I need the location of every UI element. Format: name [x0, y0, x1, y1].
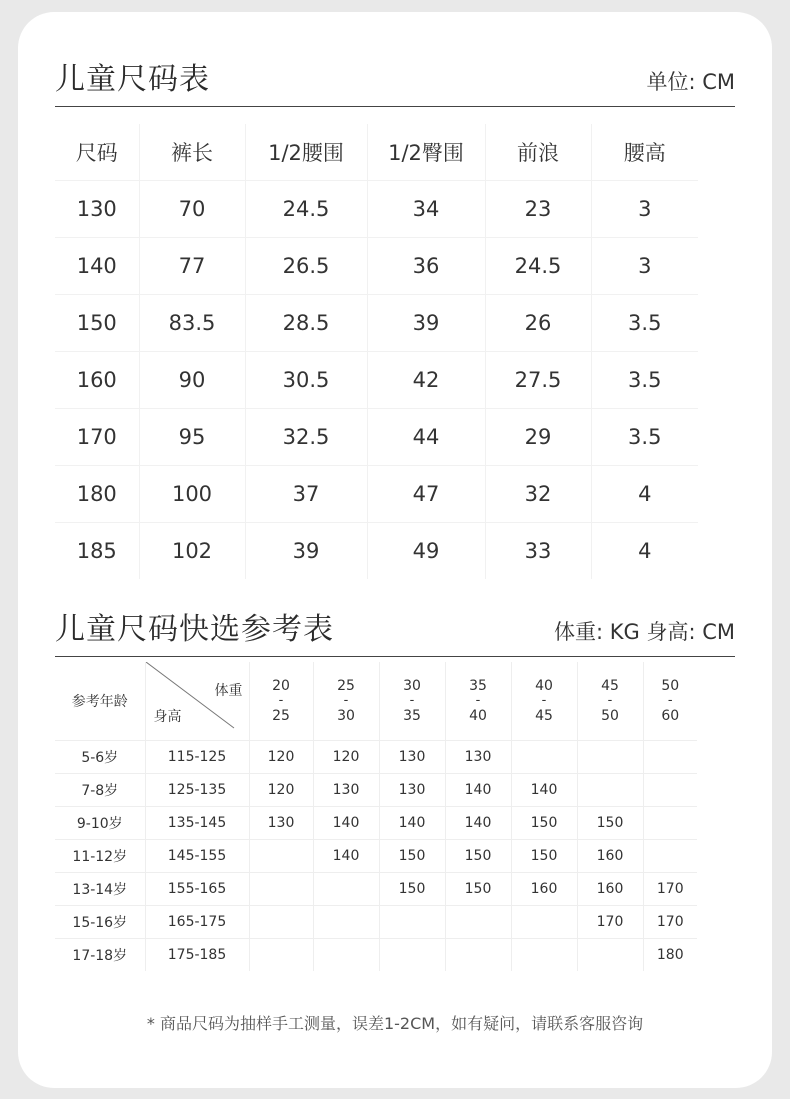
size-cell: 33: [485, 523, 591, 580]
size-cell: 26: [485, 295, 591, 352]
size-row: [55, 409, 698, 466]
size-suggestion-cell: 120: [249, 774, 313, 807]
size-cell: 130: [55, 181, 139, 238]
size-cell: 100: [139, 466, 245, 523]
size-suggestion-cell: [379, 906, 445, 939]
size-suggestion-cell: [379, 939, 445, 972]
weight-dash: -: [667, 693, 673, 708]
weight-to: 25: [272, 708, 290, 724]
size-suggestion-cell: [249, 939, 313, 972]
weight-range-header: [313, 662, 379, 741]
weight-to: 40: [469, 708, 487, 724]
size-cell: 24.5: [245, 181, 367, 238]
size-row: [55, 466, 698, 523]
size-row: [55, 238, 698, 295]
quick-row: [55, 906, 697, 939]
size-suggestion-cell: [313, 873, 379, 906]
weight-from: 25: [337, 678, 355, 694]
size-cell: 42: [367, 352, 485, 409]
size-cell: 24.5: [485, 238, 591, 295]
height-label: 身高: [153, 709, 182, 725]
size-cell: 83.5: [139, 295, 245, 352]
quick-row: [55, 774, 697, 807]
size-cell: 3.5: [591, 352, 698, 409]
weight-height-header: [145, 662, 249, 741]
size-row: [55, 181, 698, 238]
size-chart-title: 儿童尺码表: [55, 62, 210, 97]
size-cell: 185: [76, 539, 117, 563]
weight-dash: -: [343, 693, 349, 708]
size-suggestion-cell: [577, 774, 643, 807]
size-suggestion-cell: 120: [249, 741, 313, 774]
weight-dash: -: [607, 693, 613, 708]
weight-range-header: [643, 662, 697, 741]
height-cell: 155-165: [145, 873, 249, 906]
quick-row: [55, 840, 697, 873]
size-cell: 44: [367, 409, 485, 466]
size-suggestion-cell: 160: [511, 873, 577, 906]
size-cell: 102: [139, 523, 245, 580]
size-suggestion-cell: [511, 741, 577, 774]
size-header-cell: 1/2腰围: [245, 124, 367, 181]
size-suggestion-cell: [249, 873, 313, 906]
size-suggestion-cell: 150: [577, 807, 643, 840]
size-suggestion-cell: 150: [445, 873, 511, 906]
size-suggestion-cell: 130: [313, 774, 379, 807]
size-cell: 180: [55, 466, 139, 523]
size-suggestion-cell: [313, 906, 379, 939]
size-cell: 3: [591, 181, 698, 238]
weight-to: 60: [661, 708, 680, 724]
weight-range-header: [511, 662, 577, 741]
size-cell: 90: [139, 352, 245, 409]
size-cell: 160: [55, 352, 139, 409]
size-suggestion-cell: [643, 840, 697, 873]
size-cell: 23: [485, 181, 591, 238]
height-cell: 135-145: [145, 807, 249, 840]
quick-chart-table: [55, 662, 697, 971]
size-suggestion-cell: 150: [379, 840, 445, 873]
size-cell: 77: [139, 238, 245, 295]
size-cell: 170: [55, 409, 139, 466]
size-suggestion-cell: 170: [643, 906, 697, 939]
size-header-cell: 裤长: [139, 124, 245, 181]
age-cell: 5-6岁: [55, 741, 145, 774]
quick-row: [55, 939, 697, 972]
size-suggestion-cell: 130: [379, 774, 445, 807]
size-suggestion-cell: 140: [445, 774, 511, 807]
height-cell: 115-125: [145, 741, 249, 774]
quick-chart-header: [55, 596, 735, 657]
weight-from: 45: [601, 678, 619, 694]
weight-from: 40: [535, 678, 553, 694]
weight-dash: -: [278, 693, 284, 708]
size-row: [55, 295, 698, 352]
height-cell: 145-155: [145, 840, 249, 873]
size-cell: 32.5: [245, 409, 367, 466]
size-chart-unit: 单位: CM: [646, 70, 735, 94]
size-suggestion-cell: 130: [379, 741, 445, 774]
weight-dash: -: [409, 693, 415, 708]
height-cell: 125-135: [145, 774, 249, 807]
size-suggestion-cell: [643, 807, 697, 840]
size-row: [55, 523, 698, 580]
size-cell: 28.5: [245, 295, 367, 352]
age-cell: 7-8岁: [55, 774, 145, 807]
size-suggestion-cell: 140: [511, 774, 577, 807]
age-cell: 15-16岁: [55, 906, 145, 939]
weight-range-header: [445, 662, 511, 741]
size-suggestion-cell: [249, 840, 313, 873]
age-cell: 17-18岁: [72, 948, 128, 964]
footnote: * 商品尺码为抽样手工测量，误差1-2CM，如有疑问，请联系客服咨询: [146, 1014, 644, 1033]
size-cell: 4: [591, 523, 698, 580]
quick-chart-unit: 体重: KG 身高: CM: [553, 620, 735, 644]
size-chart-table: [55, 124, 698, 579]
size-suggestion-cell: [511, 906, 577, 939]
size-suggestion-cell: 140: [445, 807, 511, 840]
weight-to: 45: [535, 708, 553, 724]
age-header: 参考年龄: [55, 662, 145, 741]
size-header-cell: 尺码: [55, 124, 139, 181]
size-suggestion-cell: [445, 939, 511, 972]
size-cell: 39: [367, 295, 485, 352]
size-cell: 3.5: [591, 409, 698, 466]
size-cell: 26.5: [245, 238, 367, 295]
diagonal-header: [146, 662, 249, 740]
height-cell: 175-185: [145, 939, 249, 972]
size-cell: 34: [367, 181, 485, 238]
size-suggestion-cell: 130: [249, 807, 313, 840]
size-header-row: [55, 124, 698, 181]
size-suggestion-cell: 150: [511, 840, 577, 873]
size-cell: 39: [245, 523, 367, 580]
size-cell: 150: [55, 295, 139, 352]
weight-to: 30: [337, 708, 355, 724]
size-cell: 4: [591, 466, 698, 523]
size-suggestion-cell: [249, 906, 313, 939]
size-header-cell: 前浪: [485, 124, 591, 181]
size-suggestion-cell: 180: [643, 939, 697, 972]
size-suggestion-cell: 160: [577, 873, 643, 906]
quick-row: [55, 873, 697, 906]
size-suggestion-cell: [577, 741, 643, 774]
size-suggestion-cell: 150: [445, 840, 511, 873]
weight-dash: -: [475, 693, 481, 708]
size-cell: 30.5: [245, 352, 367, 409]
size-cell: 70: [139, 181, 245, 238]
size-suggestion-cell: 170: [577, 906, 643, 939]
size-suggestion-cell: 150: [379, 873, 445, 906]
weight-to: 50: [601, 708, 619, 724]
weight-label: 体重: [214, 683, 243, 699]
size-suggestion-cell: [643, 774, 697, 807]
quick-row: [55, 741, 697, 774]
weight-range-header: [577, 662, 643, 741]
size-suggestion-cell: [511, 939, 577, 972]
weight-range-header: [379, 662, 445, 741]
weight-to: 35: [403, 708, 421, 724]
size-cell: 3: [591, 238, 698, 295]
height-cell: 165-175: [145, 906, 249, 939]
weight-from: 35: [469, 678, 487, 694]
weight-from: 30: [403, 678, 421, 694]
diagonal-line: [146, 662, 250, 740]
size-suggestion-cell: 160: [577, 840, 643, 873]
size-cell: 36: [367, 238, 485, 295]
weight-from: 20: [272, 678, 290, 694]
size-cell: 32: [485, 466, 591, 523]
size-header-cell: 腰高: [591, 124, 698, 181]
size-cell: 47: [367, 466, 485, 523]
quick-row: [55, 807, 697, 840]
size-suggestion-cell: [445, 906, 511, 939]
size-suggestion-cell: 140: [313, 807, 379, 840]
size-suggestion-cell: 150: [511, 807, 577, 840]
quick-header-row: [55, 662, 697, 741]
size-cell: 37: [245, 466, 367, 523]
age-cell: 9-10岁: [55, 807, 145, 840]
weight-dash: -: [541, 693, 547, 708]
size-suggestion-cell: [313, 939, 379, 972]
size-cell: 3.5: [591, 295, 698, 352]
size-row: [55, 352, 698, 409]
size-suggestion-cell: [643, 741, 697, 774]
size-chart-header: [55, 46, 735, 107]
size-cell: 95: [139, 409, 245, 466]
size-cell: 27.5: [485, 352, 591, 409]
size-suggestion-cell: 140: [313, 840, 379, 873]
size-suggestion-cell: [577, 939, 643, 972]
size-cell: 49: [367, 523, 485, 580]
age-cell: 11-12岁: [55, 840, 145, 873]
quick-chart-title: 儿童尺码快选参考表: [55, 612, 334, 647]
size-suggestion-cell: 170: [643, 873, 697, 906]
size-suggestion-cell: 120: [313, 741, 379, 774]
size-suggestion-cell: 140: [379, 807, 445, 840]
size-cell: 140: [55, 238, 139, 295]
size-cell: 29: [485, 409, 591, 466]
age-cell: 13-14岁: [55, 873, 145, 906]
size-header-cell: 1/2臀围: [367, 124, 485, 181]
weight-from: 50: [661, 678, 680, 694]
weight-range-header: [249, 662, 313, 741]
size-suggestion-cell: 130: [445, 741, 511, 774]
